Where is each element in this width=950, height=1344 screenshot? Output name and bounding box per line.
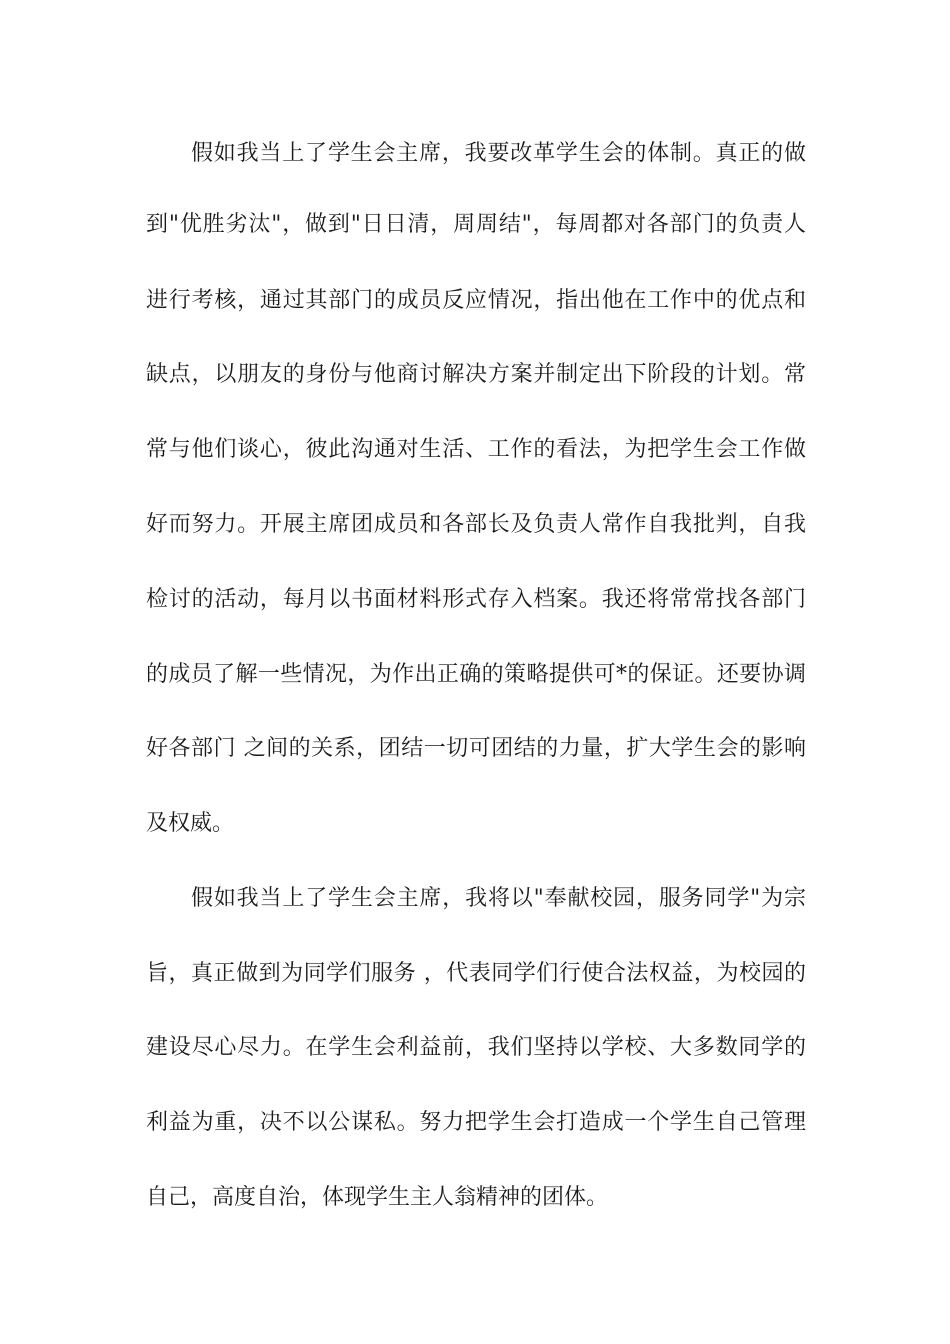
paragraph-line: 好而努力。开展主席团成员和各部长及负责人常作自我批判，自我 [146,512,806,537]
paragraph-line: 到"优胜劣汰"，做到"日日清，周周结"，每周都对各部门的负责人 [146,212,806,237]
paragraph-line: 建设尽心尽力。在学生会利益前，我们坚持以学校、大多数同学的 [146,1035,806,1060]
paragraph-line: 假如我当上了学生会主席，我要改革学生会的体制。真正的做 [191,141,806,166]
paragraph-line: 利益为重，决不以公谋私。努力把学生会打造成一个学生自己管理 [146,1110,806,1135]
paragraph-line: 自己，高度自治，体现学生主人翁精神的团体。 [146,1185,609,1210]
paragraph-line: 缺点，以朋友的身份与他商讨解决方案并制定出下阶段的计划。常 [146,362,806,387]
paragraph-line: 旨，真正做到为同学们服务 ，代表同学们行使合法权益，为校园的 [146,961,806,986]
paragraph-line: 假如我当上了学生会主席，我将以"奉献校园，服务同学"为宗 [191,886,806,911]
paragraph-line: 的成员了解一些情况，为作出正确的策略提供可*的保证。还要协调 [146,662,806,687]
paragraph-line: 检讨的活动，每月以书面材料形式存入档案。我还将常常找各部门 [146,587,806,612]
paragraph-line: 进行考核，通过其部门的成员反应情况，指出他在工作中的优点和 [146,288,806,313]
paragraph-line: 常与他们谈心，彼此沟通对生活、工作的看法，为把学生会工作做 [146,437,806,462]
paragraph-line: 及权威。 [146,811,235,836]
paragraph-line: 好各部门 之间的关系，团结一切可团结的力量，扩大学生会的影响 [146,736,806,761]
